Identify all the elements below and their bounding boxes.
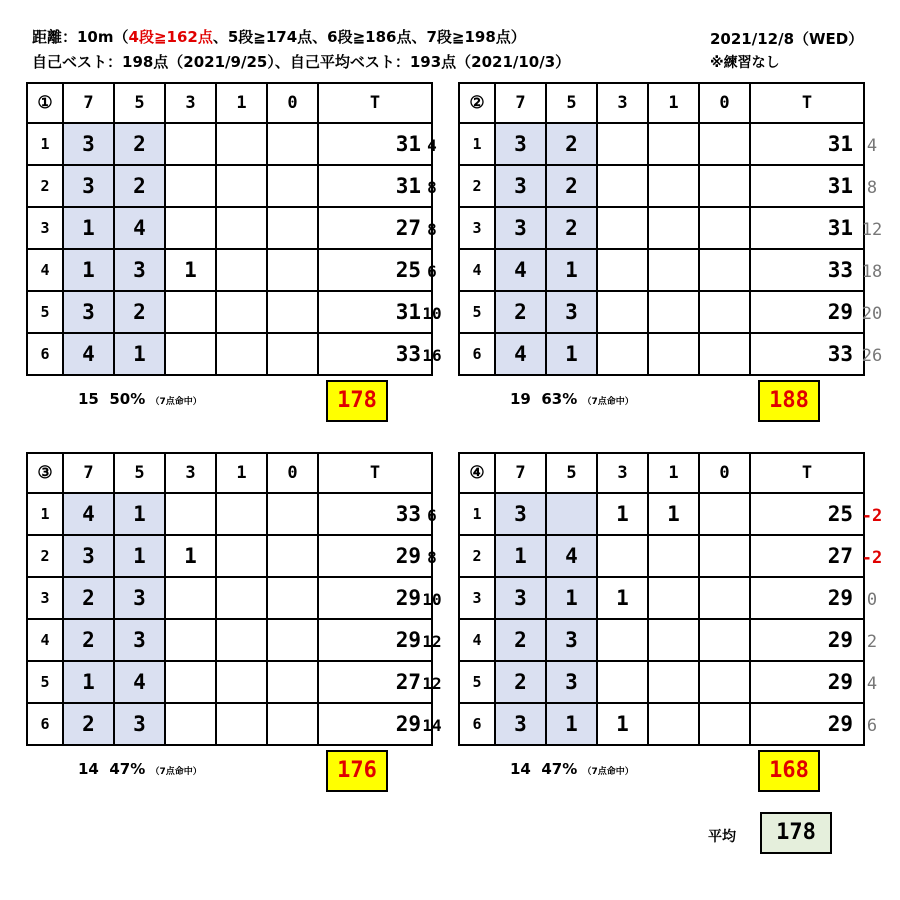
table-row [27,207,432,249]
hit-count [597,535,648,577]
hit-count [267,123,318,165]
end-total: 33 [318,493,432,535]
hit-count: 3 [63,291,114,333]
hit-count [267,333,318,375]
end-number: 5 [27,661,63,703]
difference-value: 8 [866,178,878,198]
hit-count [648,577,699,619]
hit-count [648,207,699,249]
hit-count [267,535,318,577]
seven-note: （7点命中） [150,397,202,407]
table-row [459,123,864,165]
column-header: 7 [63,453,114,493]
hit-count [597,619,648,661]
table-row [27,661,432,703]
hit-count [165,577,216,619]
hit-count [699,123,750,165]
table-row [27,165,432,207]
hit-count: 3 [546,619,597,661]
hit-count: 3 [114,249,165,291]
hit-count [165,661,216,703]
round-total: 188 [758,380,820,422]
end-total: 29 [750,703,864,745]
difference-value: 4 [866,674,878,694]
end-number: 6 [27,333,63,375]
hit-count [648,535,699,577]
end-number: 5 [27,291,63,333]
hit-count [165,165,216,207]
hit-count: 4 [63,333,114,375]
hit-count: 1 [63,249,114,291]
seven-rate: 63% [541,390,578,408]
table-row [27,493,432,535]
hit-count [597,661,648,703]
dan-4-threshold: 4段≧162点 [128,28,213,46]
hit-count: 3 [495,207,546,249]
score-table [26,452,433,746]
hit-count: 4 [495,333,546,375]
hit-count [216,291,267,333]
column-header: T [318,83,432,123]
hit-count: 1 [114,535,165,577]
hit-count: 1 [546,577,597,619]
hit-count: 3 [495,703,546,745]
score-table [458,452,865,746]
hit-count: 3 [63,165,114,207]
hit-count [165,703,216,745]
hit-count: 2 [546,165,597,207]
table-row [27,535,432,577]
table-row [459,165,864,207]
end-total: 29 [750,661,864,703]
score-sheet-2 [458,82,865,376]
hit-count [648,619,699,661]
hit-count: 2 [495,619,546,661]
seven-hit-summary [78,390,202,408]
end-total: 29 [318,619,432,661]
cumulative-seven-count: 14 [422,716,442,735]
column-header: 3 [165,453,216,493]
hit-count: 3 [495,165,546,207]
table-row [459,619,864,661]
hit-count [267,661,318,703]
end-number: 6 [459,703,495,745]
end-total: 31 [318,165,432,207]
end-number: 1 [27,493,63,535]
hit-count: 1 [495,535,546,577]
end-number: 6 [459,333,495,375]
column-header: T [750,453,864,493]
seven-rate: 47% [541,760,578,778]
seven-note: （7点命中） [582,767,634,777]
column-header: 0 [699,453,750,493]
column-header: 5 [114,83,165,123]
hit-count [165,207,216,249]
hit-count [648,703,699,745]
difference-value: -2 [861,506,883,526]
hit-count [216,703,267,745]
table-row [27,577,432,619]
hit-count [699,165,750,207]
column-header: 3 [597,453,648,493]
seven-count: 14 [78,760,99,778]
hit-count: 1 [165,535,216,577]
column-header: 0 [699,83,750,123]
end-total: 31 [318,123,432,165]
round-label: ② [459,83,495,123]
column-header: 0 [267,83,318,123]
column-header: 5 [114,453,165,493]
difference-value: 2 [866,632,878,652]
end-number: 4 [27,249,63,291]
hit-count: 2 [495,661,546,703]
hit-count: 4 [114,207,165,249]
hit-count [216,661,267,703]
end-total: 29 [750,577,864,619]
hit-count [648,661,699,703]
hit-count: 3 [63,123,114,165]
end-number: 2 [27,535,63,577]
column-header: 5 [546,83,597,123]
cumulative-seven-count: 10 [422,304,442,323]
column-header: 7 [495,83,546,123]
hit-count [216,493,267,535]
hit-count [699,619,750,661]
seven-count: 19 [510,390,531,408]
hit-count: 3 [63,535,114,577]
hit-count [648,249,699,291]
cumulative-seven-count: 16 [422,346,442,365]
hit-count [597,333,648,375]
hit-count: 3 [495,493,546,535]
column-header: T [750,83,864,123]
hit-count: 2 [63,703,114,745]
hit-count: 4 [114,661,165,703]
hit-count [216,207,267,249]
hit-count: 2 [63,619,114,661]
hit-count [165,123,216,165]
hit-count [267,291,318,333]
hit-count: 1 [648,493,699,535]
hit-count: 2 [114,123,165,165]
score-sheet-4 [458,452,865,746]
round-label: ④ [459,453,495,493]
seven-hit-summary [510,390,634,408]
hit-count: 1 [597,577,648,619]
hit-count [216,123,267,165]
dan-thresholds: 、5段≧174点、6段≧186点、7段≧198点） [212,28,526,46]
end-total: 29 [318,703,432,745]
hit-count: 3 [546,661,597,703]
average-score: 178 [760,812,832,854]
table-row [27,619,432,661]
end-number: 2 [459,165,495,207]
hit-count [165,493,216,535]
end-number: 5 [459,291,495,333]
hit-count: 3 [495,123,546,165]
seven-count: 14 [510,760,531,778]
hit-count [597,207,648,249]
end-number: 4 [27,619,63,661]
score-sheet-1 [26,82,433,376]
hit-count [216,333,267,375]
hit-count: 2 [114,165,165,207]
column-header: 5 [546,453,597,493]
round-total: 178 [326,380,388,422]
round-label: ① [27,83,63,123]
end-total: 29 [750,619,864,661]
end-number: 1 [459,123,495,165]
hit-count [267,207,318,249]
hit-count [597,123,648,165]
hit-count [699,493,750,535]
table-row [27,703,432,745]
column-header: 1 [216,453,267,493]
seven-note: （7点命中） [582,397,634,407]
difference-value: 0 [866,590,878,610]
seven-hit-summary [510,760,634,778]
column-header: 3 [165,83,216,123]
hit-count [267,493,318,535]
end-total: 31 [318,291,432,333]
cumulative-seven-count: 10 [422,590,442,609]
end-total: 31 [750,165,864,207]
hit-count [267,577,318,619]
end-total: 27 [318,207,432,249]
end-total: 27 [318,661,432,703]
difference-value: 12 [861,220,883,240]
cumulative-seven-count: 12 [422,632,442,651]
end-total: 27 [750,535,864,577]
hit-count [699,207,750,249]
cumulative-seven-count: 4 [427,136,437,155]
hit-count [216,249,267,291]
end-number: 3 [27,577,63,619]
end-number: 3 [27,207,63,249]
table-row [459,333,864,375]
hit-count [216,619,267,661]
hit-count: 2 [495,291,546,333]
end-total: 31 [750,207,864,249]
hit-count [597,165,648,207]
distance-prefix: 距離：10m（ [32,28,129,46]
end-number: 4 [459,619,495,661]
end-total: 33 [750,333,864,375]
table-row [459,577,864,619]
table-row [459,661,864,703]
end-number: 5 [459,661,495,703]
table-row [459,249,864,291]
table-row [459,703,864,745]
hit-count [648,333,699,375]
practice-note: ※練習なし [710,55,780,71]
hit-count: 2 [114,291,165,333]
hit-count: 1 [597,703,648,745]
seven-count: 15 [78,390,99,408]
hit-count [648,123,699,165]
personal-best-line: 自己ベスト：198点（2021/9/25）、自己平均ベスト：193点（2021/10/3） [32,53,571,71]
table-row [459,291,864,333]
hit-count [597,291,648,333]
end-total: 33 [750,249,864,291]
end-total: 25 [318,249,432,291]
hit-count [648,165,699,207]
hit-count [699,703,750,745]
hit-count [165,333,216,375]
table-row [27,123,432,165]
end-total: 29 [318,535,432,577]
hit-count [216,577,267,619]
hit-count [597,249,648,291]
hit-count [699,661,750,703]
end-number: 6 [27,703,63,745]
end-number: 2 [27,165,63,207]
round-label: ③ [27,453,63,493]
session-date: 2021/12/8（WED） [710,30,864,48]
hit-count [165,619,216,661]
end-total: 31 [750,123,864,165]
end-total: 25 [750,493,864,535]
hit-count: 2 [546,123,597,165]
cumulative-seven-count: 6 [427,262,437,281]
column-header: 0 [267,453,318,493]
hit-count [699,577,750,619]
table-row [459,207,864,249]
column-header: 3 [597,83,648,123]
table-row [27,249,432,291]
hit-count [699,291,750,333]
score-table [458,82,865,376]
score-table [26,82,433,376]
hit-count [267,165,318,207]
average-label: 平均 [708,829,736,845]
hit-count: 1 [114,333,165,375]
hit-count: 3 [114,703,165,745]
column-header: 7 [495,453,546,493]
column-header: 1 [648,453,699,493]
cumulative-seven-count: 8 [427,220,437,239]
hit-count: 3 [495,577,546,619]
hit-count [699,249,750,291]
end-number: 4 [459,249,495,291]
hit-count [546,493,597,535]
hit-count: 1 [597,493,648,535]
hit-count: 1 [63,207,114,249]
end-total: 29 [318,577,432,619]
hit-count [165,291,216,333]
end-number: 3 [459,207,495,249]
hit-count: 4 [546,535,597,577]
end-number: 1 [459,493,495,535]
difference-value: 18 [861,262,883,282]
seven-note: （7点命中） [150,767,202,777]
column-header: T [318,453,432,493]
score-sheet-3 [26,452,433,746]
end-total: 29 [750,291,864,333]
hit-count: 2 [63,577,114,619]
cumulative-seven-count: 8 [427,548,437,567]
table-row [27,291,432,333]
hit-count [699,535,750,577]
seven-hit-summary [78,760,202,778]
hit-count: 3 [114,619,165,661]
difference-value: 6 [866,716,878,736]
hit-count: 3 [546,291,597,333]
hit-count: 1 [63,661,114,703]
end-number: 3 [459,577,495,619]
hit-count: 1 [546,249,597,291]
round-total: 168 [758,750,820,792]
table-row [27,333,432,375]
difference-value: 26 [861,346,883,366]
hit-count: 2 [546,207,597,249]
cumulative-seven-count: 6 [427,506,437,525]
difference-value: -2 [861,548,883,568]
hit-count: 1 [546,333,597,375]
round-total: 176 [326,750,388,792]
seven-rate: 47% [109,760,146,778]
hit-count [267,703,318,745]
hit-count [648,291,699,333]
table-row [459,535,864,577]
cumulative-seven-count: 12 [422,674,442,693]
column-header: 1 [216,83,267,123]
difference-value: 4 [866,136,878,156]
table-row [459,493,864,535]
column-header: 1 [648,83,699,123]
hit-count [267,249,318,291]
hit-count: 4 [495,249,546,291]
hit-count: 1 [114,493,165,535]
seven-rate: 50% [109,390,146,408]
column-header: 7 [63,83,114,123]
hit-count: 1 [546,703,597,745]
hit-count [216,535,267,577]
hit-count: 3 [114,577,165,619]
cumulative-seven-count: 8 [427,178,437,197]
hit-count [699,333,750,375]
distance-line [32,26,526,47]
hit-count: 1 [165,249,216,291]
hit-count [267,619,318,661]
end-total: 33 [318,333,432,375]
end-number: 1 [27,123,63,165]
hit-count: 4 [63,493,114,535]
end-number: 2 [459,535,495,577]
difference-value: 20 [861,304,883,324]
hit-count [216,165,267,207]
